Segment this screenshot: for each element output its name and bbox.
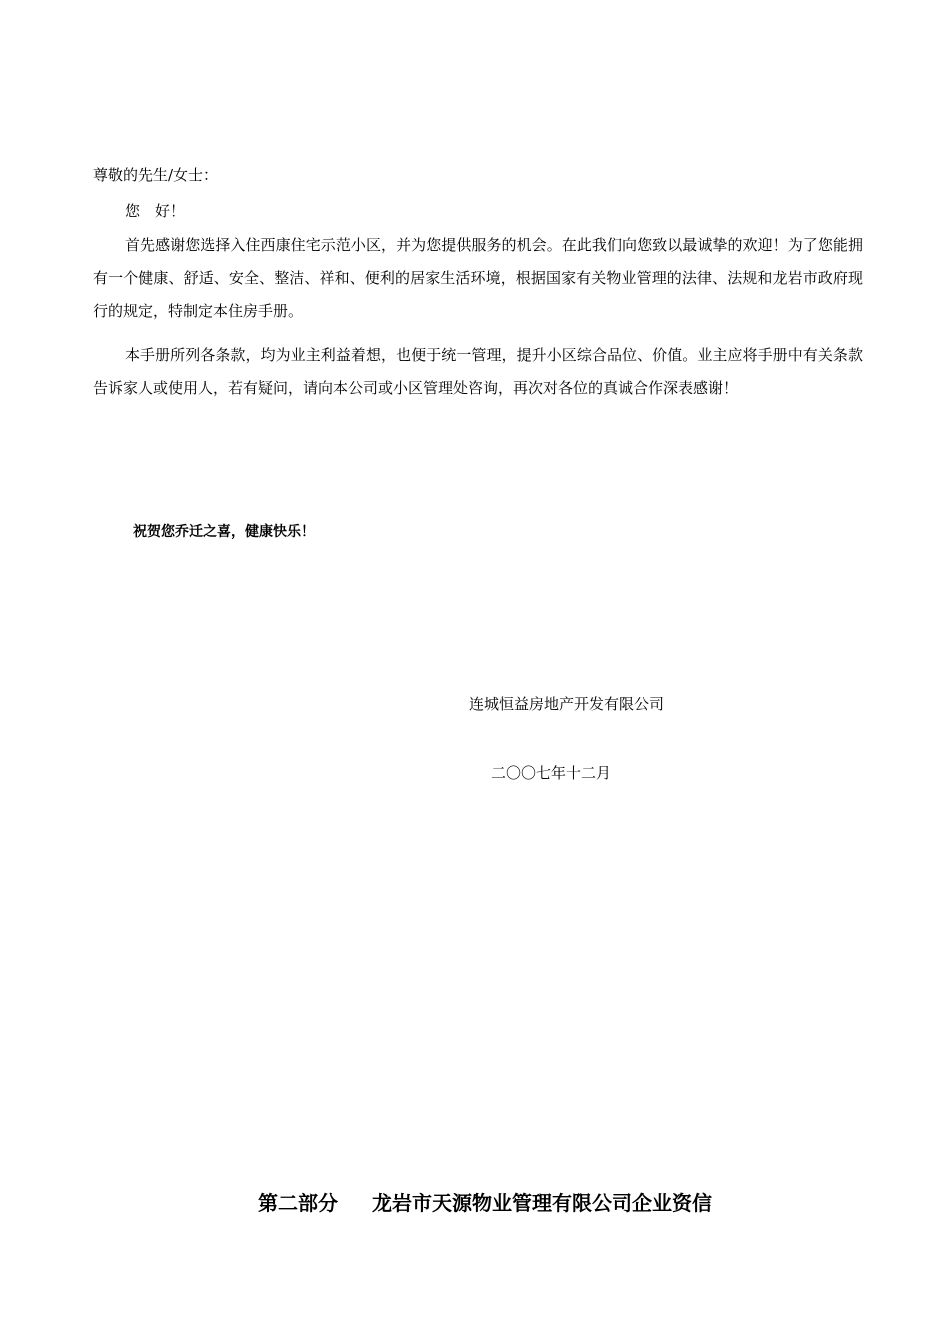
letter-date: 二〇〇七年十二月 xyxy=(491,764,612,782)
letter-greeting: 您 好！ xyxy=(125,202,186,220)
letter-company-signature: 连城恒益房地产开发有限公司 xyxy=(469,695,665,713)
letter-wish: 祝贺您乔迁之喜，健康快乐！ xyxy=(133,524,315,540)
letter-salutation: 尊敬的先生/女士： xyxy=(93,166,219,184)
section-heading xyxy=(258,1189,712,1217)
letter-paragraph-1: 首先感谢您选择入住西康住宅示范小区，并为您提供服务的机会。在此我们向您致以最诚挚的欢迎！为了您能拥有一个健康、舒适、安全、整洁、祥和、便利的居家生活环境，根据国家有关物业管理的法律、法规和龙岩市政府现行的规定，特制定本住房手册。 xyxy=(93,236,863,320)
section-title: 龙岩市天源物业管理有限公司企业资信 xyxy=(372,1191,712,1215)
letter-paragraph-2: 本手册所列各条款，均为业主利益着想，也便于统一管理，提升小区综合品位、价值。业主应将手册中有关条款告诉家人或使用人，若有疑问，请向本公司或小区管理处咨询，再次对各位的真诚合作深表感谢！ xyxy=(93,346,863,397)
section-part-label: 第二部分 xyxy=(258,1191,338,1215)
